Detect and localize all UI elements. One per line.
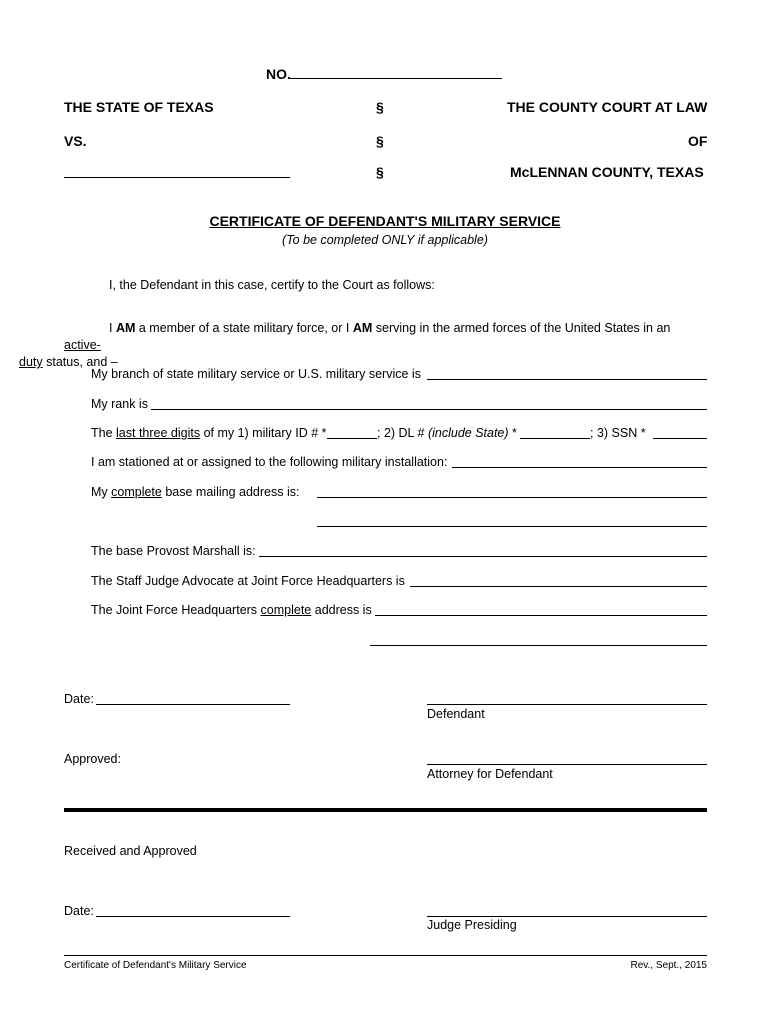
- caption-left-state: THE STATE OF TEXAS: [64, 99, 214, 115]
- caption-right-court: THE COUNTY COURT AT LAW: [507, 99, 708, 115]
- defendant-signature-label: Defendant: [427, 707, 485, 721]
- date-label: Date:: [64, 692, 94, 706]
- defendant-signature-line[interactable]: [427, 704, 707, 705]
- military-id-field[interactable]: [327, 438, 377, 439]
- jfhq-address-field-1[interactable]: [375, 615, 707, 616]
- ssn-label: ; 3) SSN *: [590, 426, 646, 440]
- caption-right-county: McLENNAN COUNTY, TEXAS: [510, 164, 704, 180]
- footer-revision: Rev., Sept., 2015: [630, 960, 707, 971]
- installation-field[interactable]: [452, 467, 707, 468]
- mailing-address-label: My complete base mailing address is:: [91, 485, 300, 499]
- section-symbol-1: §: [376, 99, 384, 115]
- military-status-statement: I AM a member of a state military force, or I AM serving in the armed forces of the United States in an active- duty status, and –: [19, 321, 671, 369]
- caption-left-vs: VS.: [64, 133, 87, 149]
- rank-field[interactable]: [151, 409, 707, 410]
- case-number-label: NO.: [266, 66, 291, 82]
- footer-form-name: Certificate of Defendant's Military Service: [64, 960, 247, 971]
- staff-judge-advocate-field[interactable]: [410, 586, 707, 587]
- section-symbol-3: §: [376, 164, 384, 180]
- intro-text: I, the Defendant in this case, certify to the Court as follows:: [109, 278, 435, 292]
- caption-right-of: OF: [688, 133, 708, 149]
- branch-label: My branch of state military service or U.S. military service is: [91, 367, 421, 381]
- section-symbol-2: §: [376, 133, 384, 149]
- mailing-address-field-2[interactable]: [317, 526, 707, 527]
- provost-marshall-label: The base Provost Marshall is:: [91, 544, 256, 558]
- received-date-label: Date:: [64, 904, 94, 918]
- case-number-field[interactable]: [290, 78, 502, 79]
- military-id-label: The last three digits of my 1) military ID # *: [91, 426, 327, 440]
- approved-label: Approved:: [64, 752, 121, 766]
- jfhq-address-field-2[interactable]: [370, 645, 707, 646]
- attorney-signature-label: Attorney for Defendant: [427, 767, 553, 781]
- drivers-license-field[interactable]: [520, 438, 590, 439]
- rank-label: My rank is: [91, 397, 148, 411]
- received-approved-label: Received and Approved: [64, 844, 197, 858]
- mailing-address-field-1[interactable]: [317, 497, 707, 498]
- attorney-signature-line[interactable]: [427, 764, 707, 765]
- installation-label: I am stationed at or assigned to the following military installation:: [91, 455, 448, 469]
- provost-marshall-field[interactable]: [259, 556, 707, 557]
- branch-field[interactable]: [427, 379, 707, 380]
- staff-judge-advocate-label: The Staff Judge Advocate at Joint Force Headquarters is: [91, 574, 405, 588]
- jfhq-address-label: The Joint Force Headquarters complete address is: [91, 603, 372, 617]
- received-date-field[interactable]: [96, 916, 290, 917]
- drivers-license-label: ; 2) DL # (include State) *: [377, 426, 517, 440]
- judge-signature-label: Judge Presiding: [427, 918, 517, 932]
- section-divider: [64, 808, 707, 812]
- defendant-name-field[interactable]: [64, 177, 290, 178]
- judge-signature-line[interactable]: [427, 916, 707, 917]
- form-title: CERTIFICATE OF DEFENDANT'S MILITARY SERVICE: [209, 213, 561, 229]
- ssn-field[interactable]: [653, 438, 707, 439]
- footer-rule: [64, 955, 707, 956]
- date-field[interactable]: [96, 704, 290, 705]
- form-subtitle: (To be completed ONLY if applicable): [282, 233, 488, 247]
